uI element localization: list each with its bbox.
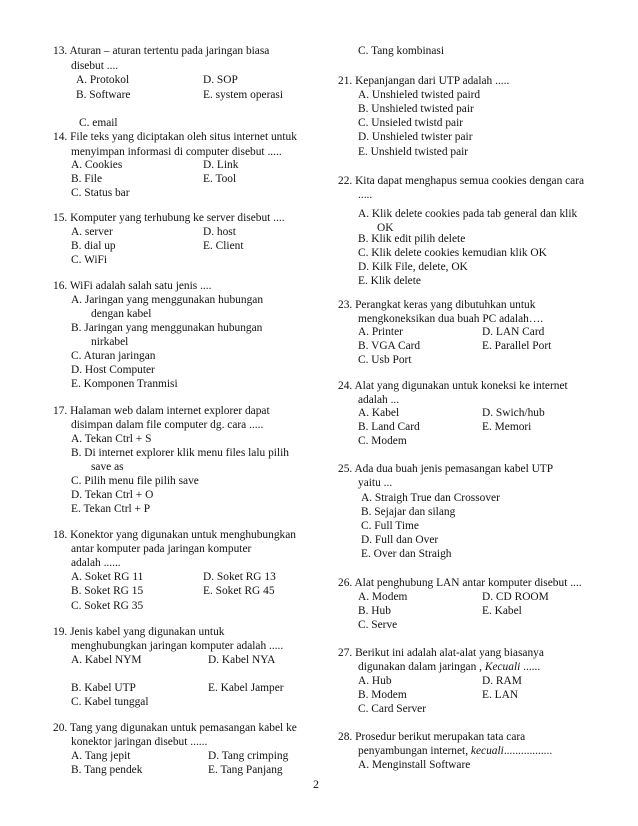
text-line: D. Tang crimping <box>208 750 289 762</box>
text-line: 13. Aturan – aturan tertentu pada jaringan biasa <box>53 45 270 57</box>
text-line: D. Host Computer <box>71 364 155 376</box>
text-line: A. Printer <box>358 326 403 338</box>
text-line: adalah ... <box>358 394 400 406</box>
text-line: E. Parallel Port <box>482 340 552 352</box>
text-line: 26. Alat penghubung LAN antar komputer disebut .... <box>338 577 582 589</box>
text-line: 25. Ada dua buah jenis pemasangan kabel UTP <box>338 463 554 475</box>
text-line: digunakan dalam jaringan , Kecuali ...... <box>358 661 541 673</box>
text-line: C. Unsieled twistd pair <box>358 117 464 129</box>
text-line: E. Komponen Tranmisi <box>71 378 178 390</box>
text-line: D. Link <box>203 159 239 171</box>
text-line: A. Cookies <box>71 159 123 171</box>
text-line: A. server <box>71 226 113 238</box>
text-line: A. Kabel NYM <box>71 654 142 666</box>
text-line: B. Modem <box>358 689 407 701</box>
text-line: C. Soket RG 35 <box>71 600 144 612</box>
text-line: 15. Komputer yang terhubung ke server disebut .... <box>53 212 285 224</box>
text-line: disebut .... <box>71 60 119 72</box>
text-line: D. host <box>203 226 236 238</box>
text-line: C. Klik delete cookies kemudian klik OK <box>358 247 547 259</box>
text-line: B. Di internet explorer klik menu files lalu pilih <box>71 447 289 459</box>
text-line: 21. Kepanjangan dari UTP adalah ..... <box>338 75 510 87</box>
text-line: A. Klik delete cookies pada tab general dan klik <box>358 208 578 220</box>
text-line: D. Kilk File, delete, OK <box>358 261 468 273</box>
text-line: 27. Berikut ini adalah alat-alat yang biasanya <box>338 647 544 659</box>
text-line: menyimpan informasi di computer disebut ..... <box>71 146 282 158</box>
text-line: A. Unshieled twisted paird <box>358 89 481 101</box>
text-line: E. Kabel Jamper <box>208 682 284 694</box>
text-line: 23. Perangkat keras yang dibutuhkan untuk <box>338 299 536 311</box>
text-line: B. dial up <box>71 240 116 252</box>
text-line: E. Tool <box>203 173 237 185</box>
text-line: disimpan dalam file computer dg. cara ..... <box>71 419 264 431</box>
text-line: D. Kabel NYA <box>208 654 276 666</box>
text-line: A. Kabel <box>358 407 400 419</box>
text-line: penyambungan internet, kecuali................. <box>358 745 553 757</box>
text-line: D. RAM <box>482 675 522 687</box>
text-line: menghubungkan jaringan komputer adalah ..... <box>71 640 284 652</box>
text-line: mengkoneksikan dua buah PC adalah…. <box>358 313 544 325</box>
text-line: E. Tekan Ctrl + P <box>71 503 151 515</box>
text-line: B. Sejajar dan silang <box>361 506 456 518</box>
text-line: E. Client <box>203 240 244 252</box>
text-line: C. Aturan jaringan <box>71 350 156 362</box>
text-line: E. Unshield twisted pair <box>358 146 469 158</box>
text-line: D. Soket RG 13 <box>203 571 276 583</box>
text-line: E. Soket RG 45 <box>203 585 275 597</box>
text-line: D. Tekan Ctrl + O <box>71 489 154 501</box>
text-line: C. Kabel tunggal <box>71 696 149 708</box>
text-line: A. Jaringan yang menggunakan hubungan <box>71 294 264 306</box>
text-line: D. CD ROOM <box>482 591 549 603</box>
text-line: A. Tekan Ctrl + S <box>71 433 152 445</box>
text-line: 24. Alat yang digunakan untuk koneksi ke internet <box>338 380 568 392</box>
text-line: C. Usb Port <box>358 354 412 366</box>
text-line: 19. Jenis kabel yang digunakan untuk <box>53 626 225 638</box>
text-line: 18. Konektor yang digunakan untuk menghubungkan <box>53 529 296 541</box>
text-line: C. Modem <box>358 435 407 447</box>
text-line: 20. Tang yang digunakan untuk pemasangan kabel ke <box>53 722 297 734</box>
text-line: B. Soket RG 15 <box>71 585 144 597</box>
text-line: E. Tang Panjang <box>208 764 283 776</box>
text-line: nirkabel <box>91 336 129 348</box>
text-line: C. Serve <box>358 619 398 631</box>
text-line: OK <box>377 222 394 234</box>
text-line: B. Jaringan yang menggunakan hubungan <box>71 322 263 334</box>
text-line: D. Full dan Over <box>361 534 439 546</box>
text-line: B. Kabel UTP <box>71 682 136 694</box>
text-line: A. Modem <box>358 591 408 603</box>
text-line: ..... <box>358 189 373 201</box>
text-line: C. Card Server <box>358 703 427 715</box>
text-line: A. Protokol <box>76 74 130 86</box>
text-line: antar komputer pada jaringan komputer <box>71 543 252 555</box>
text-line: E. Kabel <box>482 605 522 617</box>
text-line: 14. File teks yang diciptakan oleh situs internet untuk <box>53 131 297 143</box>
text-line: C. Pilih menu file pilih save <box>71 475 199 487</box>
text-line: konektor jaringan disebut ...... <box>71 736 208 748</box>
text-line: E. system operasi <box>203 89 284 101</box>
text-line: save as <box>91 461 124 473</box>
text-line: A. Soket RG 11 <box>71 571 144 583</box>
text-line: C. Status bar <box>71 187 130 199</box>
text-line: C. Tang kombinasi <box>358 45 445 57</box>
text-line: A. Hub <box>358 675 392 687</box>
text-line: B. Land Card <box>358 421 420 433</box>
text-line: B. Hub <box>358 605 391 617</box>
text-line: D. Unshieled twister pair <box>358 131 473 143</box>
text-line: A. Straigh True dan Crossover <box>361 492 500 504</box>
text-line: E. LAN <box>482 689 519 701</box>
text-line: C. Full Time <box>361 520 419 532</box>
text-line: yaitu ... <box>358 477 393 489</box>
text-line: E. Memori <box>482 421 532 433</box>
page-number: 2 <box>313 777 319 791</box>
text-line: dengan kabel <box>91 308 152 320</box>
text-line: 17. Halaman web dalam internet explorer dapat <box>53 405 270 417</box>
text-line: A. Tang jepit <box>71 750 131 762</box>
text-line: 22. Kita dapat menghapus semua cookies dengan cara <box>338 175 585 187</box>
text-line: E. Over dan Straigh <box>361 548 452 560</box>
text-line: B. File <box>71 173 103 185</box>
text-line: E. Klik delete <box>358 275 421 287</box>
text-line: B. VGA Card <box>358 340 421 352</box>
text-line: D. LAN Card <box>482 326 545 338</box>
text-line: D. SOP <box>203 74 238 86</box>
text-line: 16. WiFi adalah salah satu jenis .... <box>53 280 212 292</box>
text-line: B. Tang pendek <box>71 764 143 776</box>
text-line: B. Software <box>76 89 131 101</box>
text-line: B. Klik edit pilih delete <box>358 233 466 245</box>
text-line: D. Swich/hub <box>482 407 545 419</box>
text-line: C. WiFi <box>71 254 108 266</box>
text-line: A. Menginstall Software <box>358 759 471 771</box>
text-line: C. email <box>79 117 118 129</box>
text-line: B. Unshieled twisted pair <box>358 103 474 115</box>
text-line: 28. Prosedur berikut merupakan tata cara <box>338 731 526 743</box>
text-line: adalah ...... <box>71 557 121 569</box>
